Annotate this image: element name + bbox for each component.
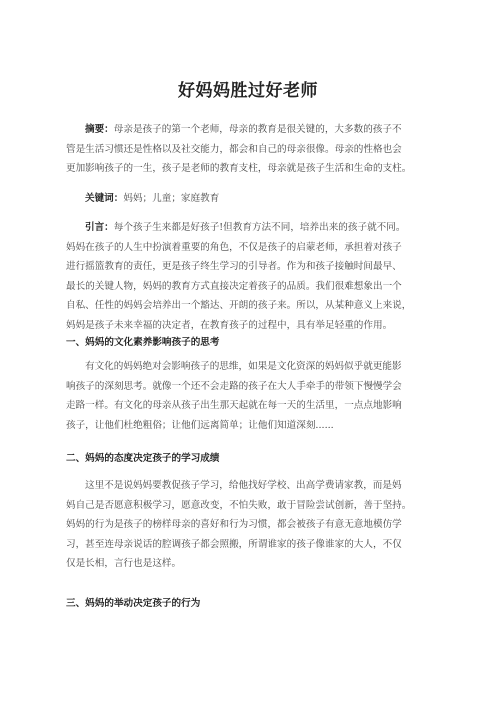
abstract-line: 管是生活习惯还是性格以及社交能力，都会和自己的母亲很像。母亲的性格也会 [66,143,402,155]
intro-text: 每个孩子生来都是好孩子!但教育方法不同，培养出来的孩子就不同。 [113,222,406,233]
intro-line: 最长的关键人物，妈妈的教育方式直接决定着孩子的品质。我们很难想象出一个 [66,280,402,292]
keywords-paragraph [66,189,432,209]
abstract-line [66,120,432,140]
section-1-heading: 一、妈妈的文化素养影响孩子的思考 [66,337,220,348]
section-1-line: 有文化的妈妈绝对会影响孩子的思维，如果是文化资深的妈妈似乎就更能影 [85,361,402,372]
section-2-line: 习，甚至连母亲说话的腔调孩子都会照搬，所谓谁家的孩子像谁家的大人，不仅 [66,538,402,550]
abstract-label: 摘要： [85,124,114,135]
keywords-label: 关键词： [85,193,124,204]
section-2-paragraph [66,476,432,574]
intro-line: 自私、任性的妈妈会培养出一个豁达、开朗的孩子来。所以，从某种意义上来说， [66,300,412,311]
intro-label: 引言： [85,222,114,233]
intro-paragraph [66,218,432,335]
section-3-heading: 三、妈妈的举动决定孩子的行为 [66,598,201,609]
keywords-text: 妈妈；儿童；家庭教育 [123,193,220,204]
section-2-line: 仅是长相，言行也是这样。 [66,558,182,569]
intro-line: 进行摇篮教育的责任，更是孩子终生学习的引导者。作为和孩子接触时间最早、 [66,261,402,272]
intro-line [66,218,432,238]
section-1-line: 响孩子的深刻思考。就像一个还不会走路的孩子在大人手牵手的带领下慢慢学会 [66,380,402,392]
document-title: 好妈妈胜过好老师 [178,81,318,101]
section-2-heading: 二、妈妈的态度决定孩子的学习成绩 [66,453,220,464]
keywords-line [66,189,432,209]
section-2-line: 妈妈的行为是孩子的榜样母亲的喜好和行为习惯，都会被孩子有意无意地模仿学 [66,519,402,530]
abstract-paragraph [66,120,432,179]
section-1-line: 走路一样。有文化的母亲从孩子出生那天起就在每一天的生活里，一点点地影响 [66,400,402,411]
intro-line: 妈妈在孩子的人生中扮演着重要的角色，不仅是孩子的启蒙老师，承担着对孩子 [66,241,402,253]
section-1-line: 孩子，让他们杜绝粗俗；让他们远离简单；让他们知道深刻...... [66,419,334,431]
section-1-paragraph [66,357,432,435]
abstract-text: 母亲是孩子的第一个老师，母亲的教育是很关键的，大多数的孩子不 [113,124,402,135]
intro-line: 妈妈是孩子未来幸福的决定者，在教育孩子的过程中，具有举足轻重的作用。 [66,319,393,331]
section-2-line: 妈自己是否愿意积极学习，愿意改变，不怕失败，敢于冒险尝试创新，善于坚持。 [66,499,412,511]
abstract-line: 更加影响孩子的一生，孩子是老师的教育支柱，母亲就是孩子生活和生命的支柱。 [66,163,412,174]
section-2-line: 这里不是说妈妈要教促孩子学习，给他找好学校、出高学费请家教，而是妈 [85,480,402,491]
